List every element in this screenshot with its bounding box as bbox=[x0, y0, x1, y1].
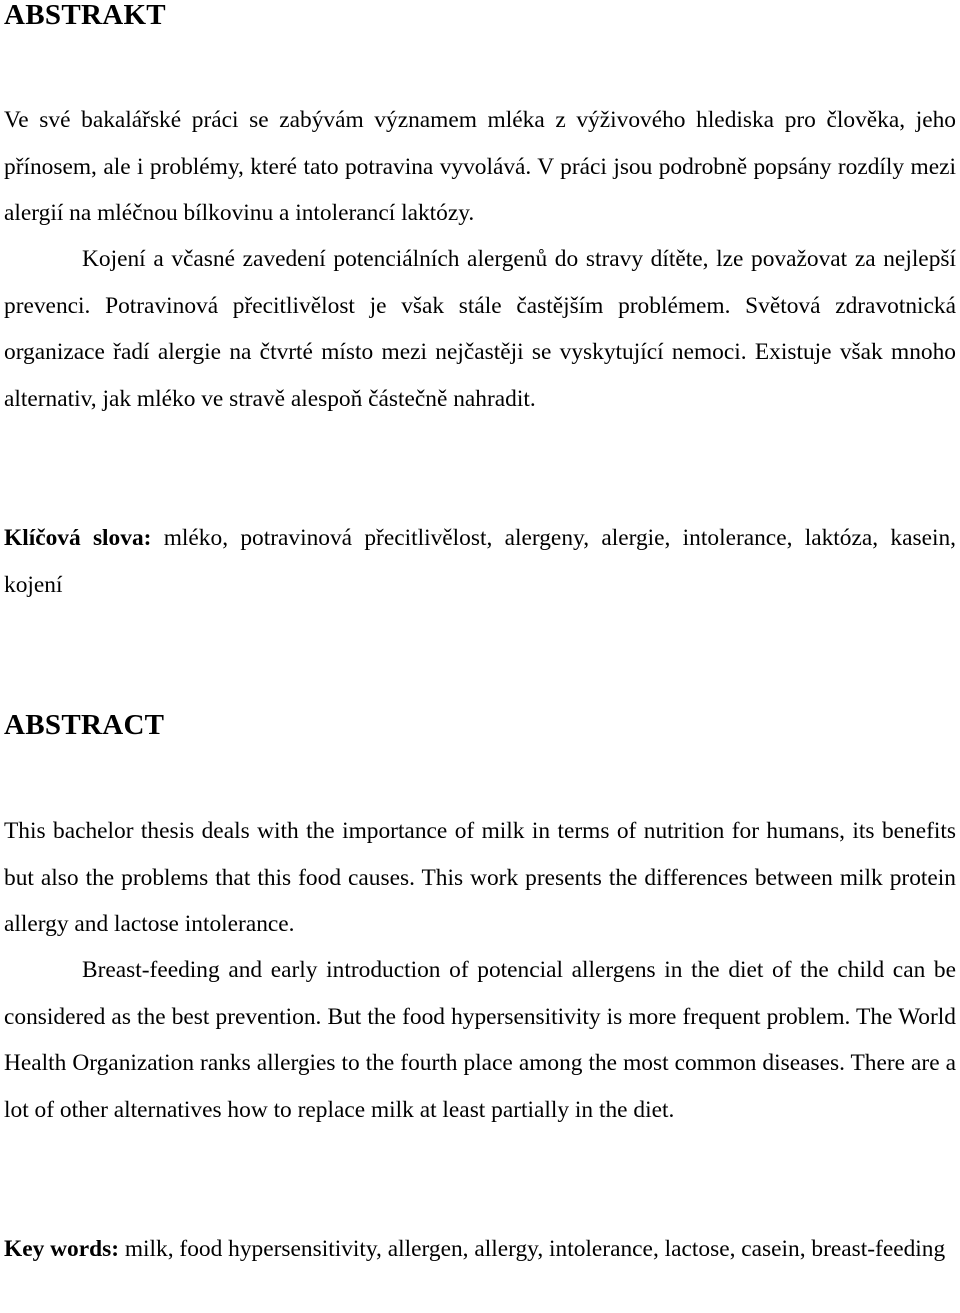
klicova-slova-text bbox=[4, 515, 956, 608]
klicova-slova-label: Klíčová slova: bbox=[4, 525, 152, 551]
abstrakt-paragraph-2-text: Kojení a včasné zavedení potenciálních alergenů do stravy dítěte, lze považovat za nejlepší prevenci. Potravinová přecitlivělost je však stále častějším problémem. Světová zdravotnická organizace řadí alergie na čtvrté místo mezi nejčastěji se vyskytující nemoci. Existuje však mnoho alternativ, jak mléko ve stravě alespoň částečně nahradit. bbox=[4, 246, 956, 412]
abstract-paragraph-2-text: Breast-feeding and early introduction of potencial allergens in the diet of the child can be considered as the best prevention. But the food hypersensitivity is more frequent problem. The World Health Organization ranks allergies to the fourth place among the most common diseases. There are a lot of other alternatives how to replace milk at least partially in the diet. bbox=[4, 957, 956, 1123]
abstrakt-paragraph-2 bbox=[4, 236, 956, 422]
klicova-slova bbox=[4, 515, 956, 608]
abstrakt-paragraph-1-text: Ve své bakalářské práci se zabývám významem mléka z výživového hlediska pro člověka, jeho přínosem, ale i problémy, které tato potravina vyvolává. V práci jsou podrobně popsány rozdíly mezi alergií na mléčnou bílkovinu a intolerancí laktózy. bbox=[4, 107, 956, 226]
abstract-paragraph-1 bbox=[4, 808, 956, 948]
abstract-paragraph-2 bbox=[4, 947, 956, 1133]
key-words-label: Key words: bbox=[4, 1236, 119, 1262]
abstrakt-paragraph-1 bbox=[4, 97, 956, 237]
key-words bbox=[4, 1226, 956, 1273]
key-words-text bbox=[4, 1226, 956, 1273]
abstrakt-heading: ABSTRAKT bbox=[4, 0, 166, 31]
abstract-paragraph-1-text: This bachelor thesis deals with the importance of milk in terms of nutrition for humans, its benefits but also the problems that this food causes. This work presents the differences between milk protein allergy and lactose intolerance. bbox=[4, 818, 956, 937]
klicova-slova-list: mléko, potravinová přecitlivělost, alergeny, alergie, intolerance, laktóza, kasein, kojení bbox=[4, 525, 956, 598]
key-words-list: milk, food hypersensitivity, allergen, allergy, intolerance, lactose, casein, breast-feeding bbox=[119, 1236, 946, 1262]
abstract-heading: ABSTRACT bbox=[4, 709, 165, 741]
